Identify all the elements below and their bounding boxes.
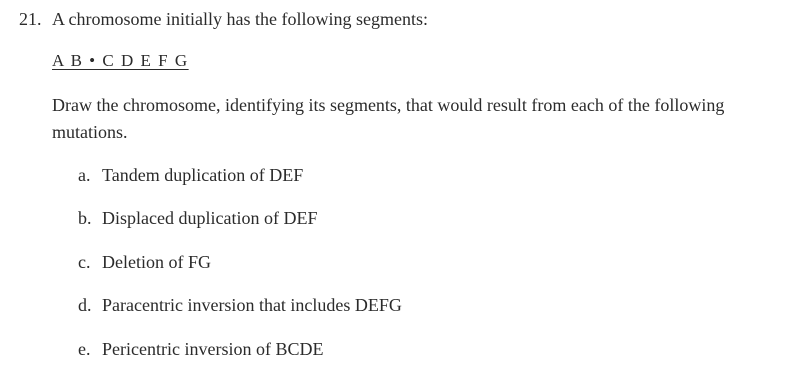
question-number: 21.	[19, 9, 42, 29]
option-b	[78, 206, 317, 230]
option-d	[78, 293, 402, 317]
question-header	[19, 7, 428, 31]
option-e	[78, 337, 323, 361]
option-text: Deletion of FG	[102, 252, 211, 272]
option-text: Displaced duplication of DEF	[102, 208, 318, 228]
option-text: Pericentric inversion of BCDE	[102, 339, 324, 359]
option-text: Tandem duplication of DEF	[102, 165, 304, 185]
option-text: Paracentric inversion that includes DEFG	[102, 295, 402, 315]
question-prompt: A chromosome initially has the following segments:	[52, 9, 428, 29]
option-letter: c.	[78, 252, 91, 272]
option-letter: d.	[78, 295, 92, 315]
option-a	[78, 163, 303, 187]
option-letter: b.	[78, 208, 92, 228]
option-letter: a.	[78, 165, 91, 185]
option-c	[78, 250, 211, 274]
option-letter: e.	[78, 339, 91, 359]
question-instruction: Draw the chromosome, identifying its segments, that would result from each of the following mutations.	[52, 95, 725, 142]
chromosome-segments: A B • C D E F G	[52, 51, 189, 70]
